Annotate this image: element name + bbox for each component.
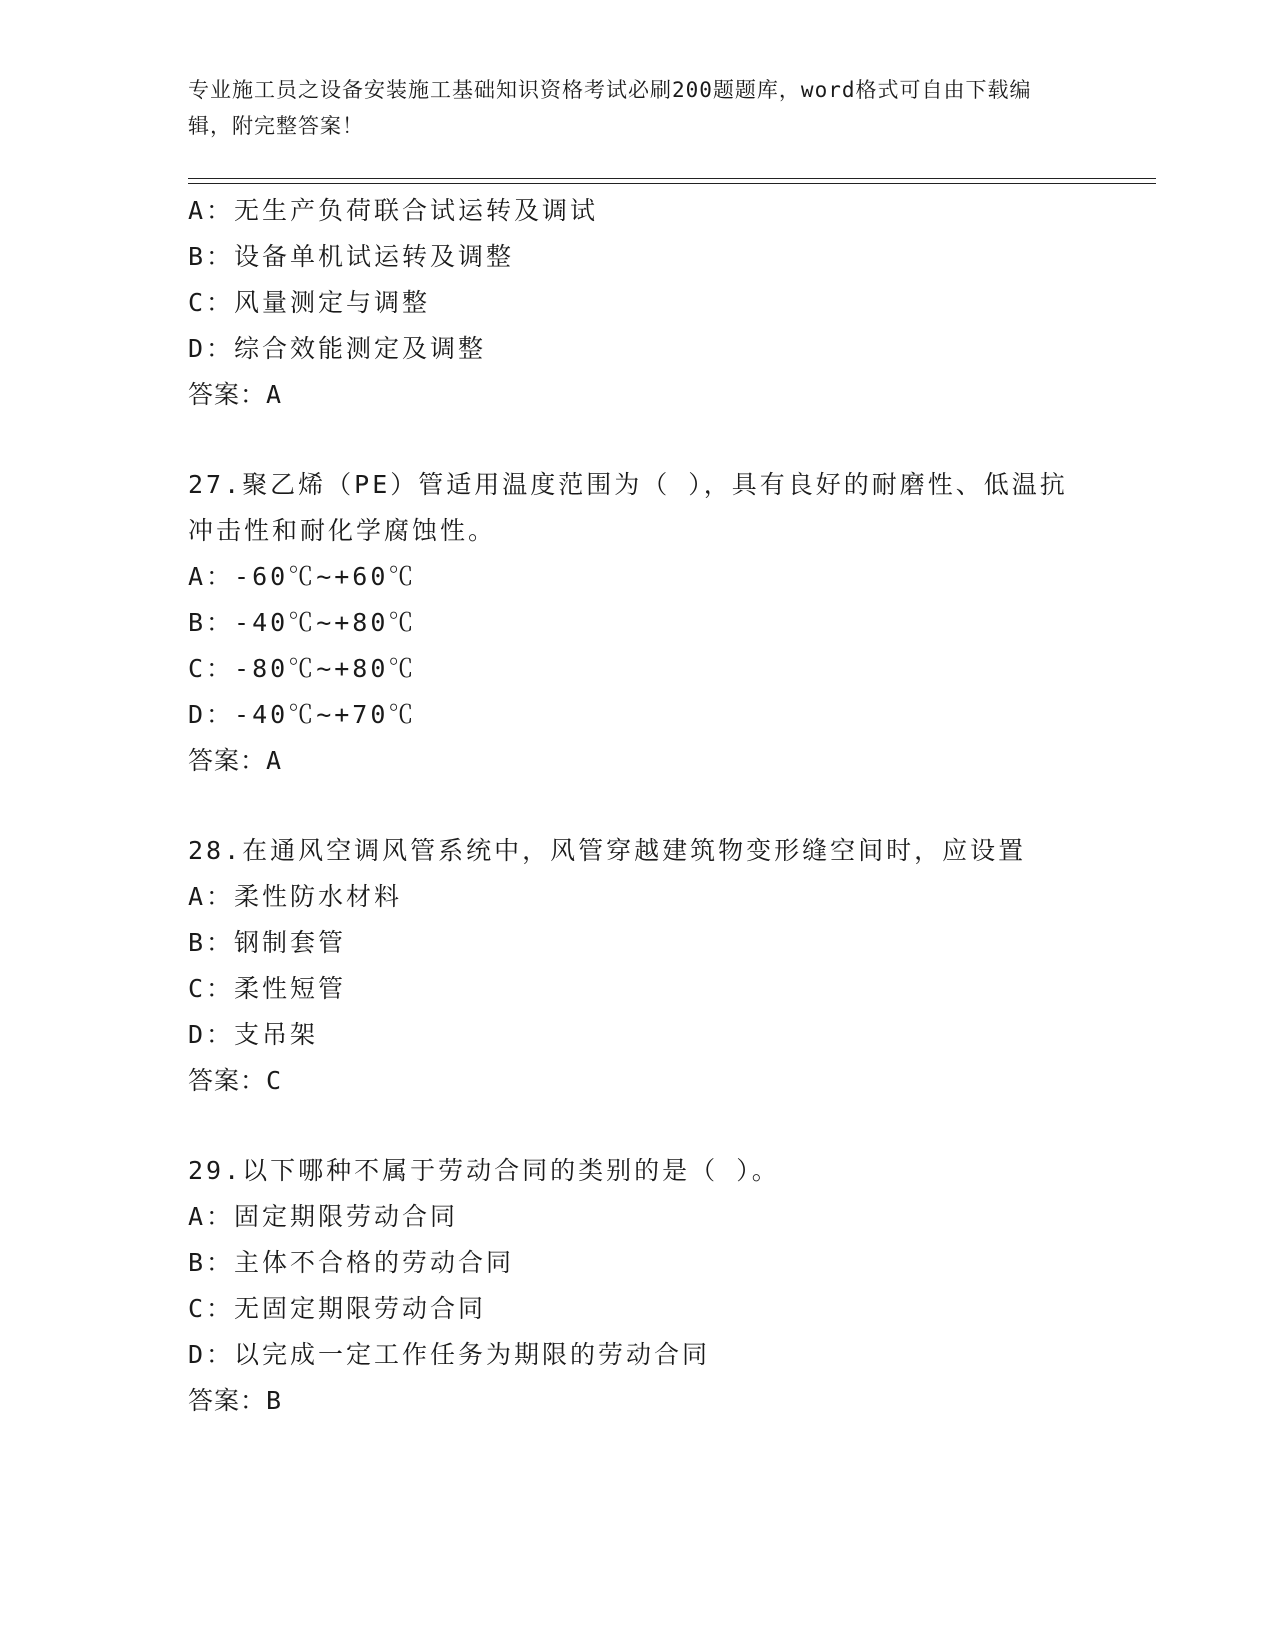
option-d: D：综合效能测定及调整 [188,334,487,363]
question-28 [188,828,1088,1104]
question-29 [188,1148,1088,1424]
option-a: A：柔性防水材料 [188,882,403,911]
option-c: C：无固定期限劳动合同 [188,1294,487,1323]
question-26 [188,188,1088,418]
answer-label: 答案： [188,1386,267,1415]
option-d: D：以完成一定工作任务为期限的劳动合同 [188,1340,711,1369]
answer-value: C [266,1066,283,1095]
option-d: D：-40℃~+70℃ [188,700,417,729]
document-header: 专业施工员之设备安装施工基础知识资格考试必刷200题题库，word格式可自由下载编辑，附完整答案！ [188,78,1032,138]
question-27 [188,462,1088,784]
answer-line [188,1058,1088,1104]
answer-label: 答案： [188,380,267,409]
question-stem: 28.在通风空调风管系统中，风管穿越建筑物变形缝空间时，应设置 [188,836,1027,865]
answer-label: 答案： [188,1066,267,1095]
option-c: C：柔性短管 [188,974,347,1003]
header-divider-bottom [188,183,1156,184]
question-gap [188,418,1088,462]
option-b: B：钢制套管 [188,928,347,957]
question-gap [188,1104,1088,1148]
option-b: B：-40℃~+80℃ [188,608,417,637]
question-stem: 27.聚乙烯（PE）管适用温度范围为（ ），具有良好的耐磨性、低温抗冲击性和耐化学腐蚀性。 [188,470,1068,545]
option-d: D：支吊架 [188,1020,319,1049]
option-c: C：风量测定与调整 [188,288,431,317]
option-b: B：设备单机试运转及调整 [188,242,515,271]
option-c: C：-80℃~+80℃ [188,654,417,683]
option-a: A：无生产负荷联合试运转及调试 [188,196,599,225]
answer-value: A [266,380,283,409]
question-list [188,188,1088,1424]
question-stem: 29.以下哪种不属于劳动合同的类别的是（ ）。 [188,1156,780,1185]
option-a: A：固定期限劳动合同 [188,1202,459,1231]
option-a: A：-60℃~+60℃ [188,562,417,591]
answer-value: B [266,1386,283,1415]
answer-line [188,372,1088,418]
answer-line [188,1378,1088,1424]
answer-line [188,738,1088,784]
option-b: B：主体不合格的劳动合同 [188,1248,515,1277]
question-gap [188,784,1088,828]
answer-label: 答案： [188,746,267,775]
answer-value: A [266,746,283,775]
header-divider-top [188,178,1156,179]
